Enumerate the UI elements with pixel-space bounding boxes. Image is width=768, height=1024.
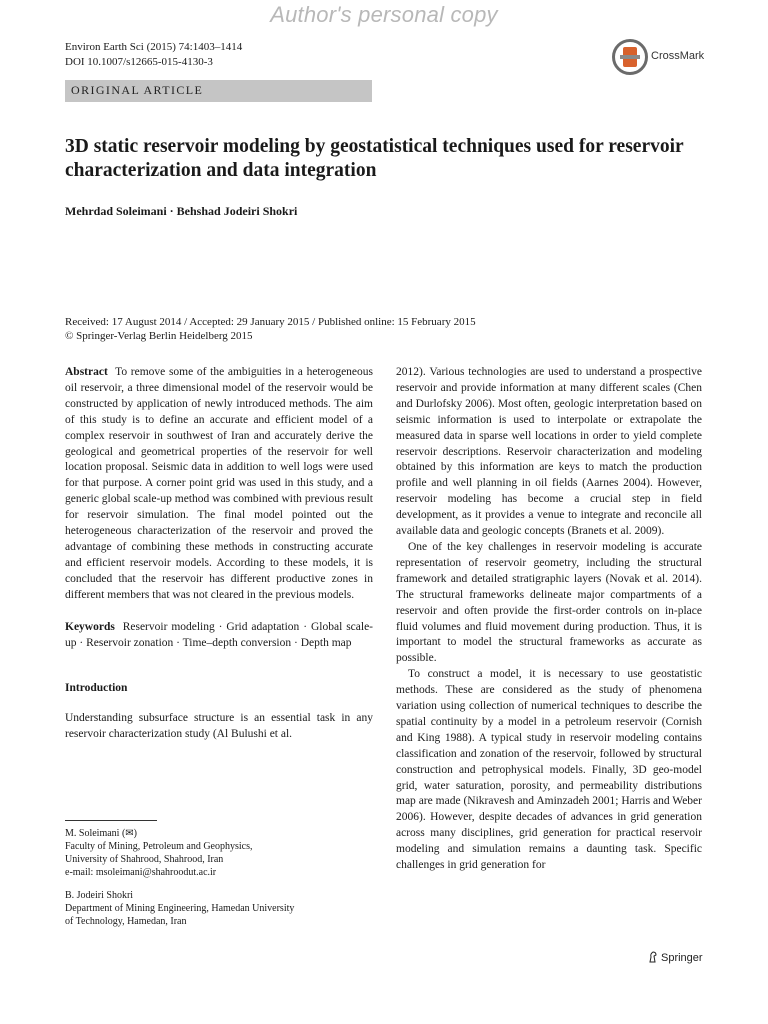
crossmark-badge[interactable] (612, 39, 722, 77)
affiliations (65, 820, 373, 938)
affiliation-line: M. Soleimani (✉) (65, 828, 137, 839)
affiliation-line: of Technology, Hamedan, Iran (65, 916, 187, 927)
publisher-name: Springer (661, 952, 703, 964)
left-column (65, 365, 373, 743)
footnote-rule (65, 820, 157, 821)
publisher-logo (648, 951, 703, 964)
abstract-label: Abstract (65, 366, 108, 378)
body-paragraph-3: To construct a model, it is necessary to use geostatistic methods. These are considered as the study of phenomena variation using collection of numerical techniques to describe the spatial continuity by a model in a petroleum reservoir (Cornish and King 1988). A typical study in reservoir modeling contains classification and zonation of the reservoir, followed by structural construction and petrophysical models. Finally, 3D geo-model grid, water saturation, porosity, and permeability distributions map are made (Nikravesh and Aminzadeh 2001; Harris and Weber 2006). However, despite decades of advances in grid generation across many disciplines, grid generation for practical reservoir modeling and simulation remains a daunting task. Specific challenges in grid generation for (396, 668, 702, 872)
body-paragraph-1: 2012). Various technologies are used to understand a prospective reservoir and provide information at many different scales (Chen and Durlofsky 2006). Most often, geologic interpretation based on seismic information is used to interpolate or extrapolate the measured data in sparse well locations in order to yield complete reservoir descriptions. Reservoir characterization and modeling obtained by this information are keys to match the production profile and well planning in oil fields (Aarnes 2004). However, reservoir modeling has become a crucial step in field development, as it provides a venue to integrate and reconcile all available data and geologic concepts (Branets et al. 2009). (396, 366, 702, 538)
affiliation-email[interactable]: e-mail: msoleimani@shahroodut.ac.ir (65, 867, 217, 878)
journal-info (65, 40, 242, 70)
affiliation-2 (65, 889, 373, 928)
affiliation-line: B. Jodeiri Shokri (65, 890, 134, 901)
journal-doi: DOI 10.1007/s12665-015-4130-3 (65, 56, 213, 68)
introduction-heading: Introduction (65, 682, 128, 695)
received-accepted-published: Received: 17 August 2014 / Accepted: 29 January 2015 / Published online: 15 February 2015 (65, 316, 476, 328)
springer-horse-icon (648, 951, 658, 963)
article-type-banner (65, 80, 372, 102)
affiliation-line: Faculty of Mining, Petroleum and Geophysics, (65, 841, 253, 852)
affiliation-line: University of Shahrood, Shahrood, Iran (65, 854, 224, 865)
article-title: 3D static reservoir modeling by geostatistical techniques used for reservoir characterization and data integration (65, 136, 684, 181)
copyright: © Springer-Verlag Berlin Heidelberg 2015 (65, 330, 253, 342)
authors: Mehrdad Soleimani · Behshad Jodeiri Shokri (65, 204, 298, 218)
crossmark-label: CrossMark (651, 50, 705, 62)
keywords (65, 620, 373, 652)
article-type: ORIGINAL ARTICLE (71, 83, 204, 97)
affiliation-1 (65, 827, 373, 879)
body-paragraph-2: One of the key challenges in reservoir modeling is accurate representation of reservoir geometry, including the structural framework and detailed stratigraphic layers (Novak et al. 2014). The structural frameworks delineate major compartments of a reservoir and often provide the first-order controls on in-place fluid volumes and fluid movement during production. Thus, it is important to model the structural frameworks as accurate as possible. (396, 540, 702, 665)
crossmark-icon (612, 39, 648, 75)
abstract (65, 365, 373, 604)
journal-citation: Environ Earth Sci (2015) 74:1403–1414 (65, 41, 243, 53)
abstract-text: To remove some of the ambiguities in a heterogeneous oil reservoir, a three dimensional model of the reservoir would be constructed by application of newly introduced methods. The aim of this study is to define an accurate and efficient model of a complex reservoir in southwest of Iran and accurately derive the geological and geometrical properties of the reservoir for well location proposal. Seismic data in addition to well logs were used for that purpose. A corner point grid was used in this study, and a generic global scale-up method was combined with previous result for reservoir simulation. The final model pointed out the heterogeneous characterization of the reservoir and proved the advantage of combining these methods in constructing accurate and efficient reservoir models. According to these models, it is concluded that the reservoir has different productive zones in different members that was not cleared in the previous models. (65, 366, 373, 601)
publication-dates (65, 315, 715, 343)
watermark: Author's personal copy (270, 2, 498, 27)
introduction-text: Understanding subsurface structure is an essential task in any reservoir characterization study (Al Bulushi et al. (65, 712, 373, 741)
affiliation-line: Department of Mining Engineering, Hamedan University (65, 903, 295, 914)
keywords-label: Keywords (65, 620, 115, 633)
right-column (396, 365, 702, 874)
keywords-text: Reservoir modeling · Grid adaptation · Global scale-up · Reservoir zonation · Time–depth conversion · Depth map (65, 620, 374, 649)
